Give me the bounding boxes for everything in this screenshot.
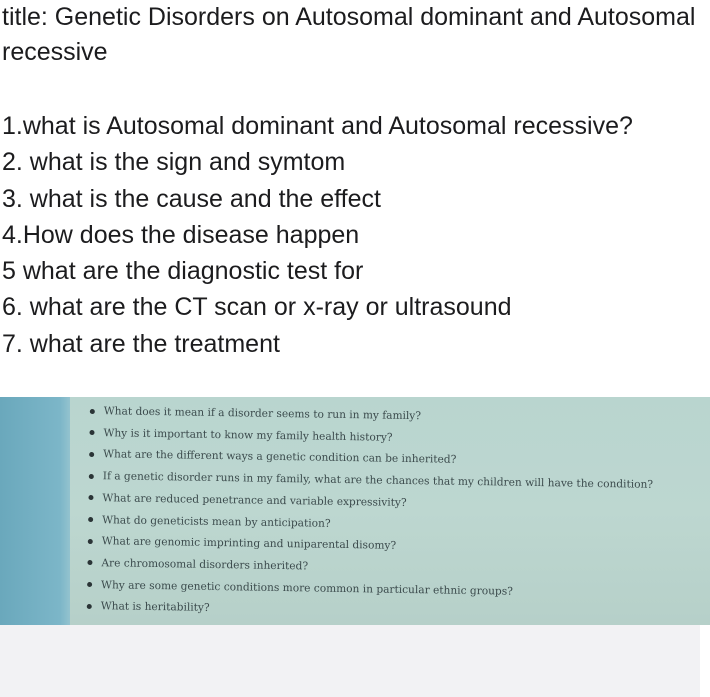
- photo-bullet-text: If a genetic disorder runs in my family, what are the chances that my children will have the condition?: [102, 470, 654, 491]
- photo-bullet-text: What do geneticists mean by anticipation?: [102, 513, 331, 530]
- question-item: 6. what are the CT scan or x-ray or ultrasound: [2, 293, 512, 322]
- question-item: 2. what is the sign and symtom: [2, 148, 346, 177]
- photo-bullet-text: What are genomic imprinting and uniparental disomy?: [101, 535, 397, 553]
- bullet-icon: [88, 539, 93, 544]
- photo-bullet-text: What is heritability?: [100, 600, 210, 615]
- question-item: 1.what is Autosomal dominant and Autosomal recessive?: [2, 112, 633, 140]
- embedded-photo: [0, 397, 700, 625]
- bullet-icon: [90, 408, 95, 413]
- question-item: 5 what are the diagnostic test for: [2, 257, 364, 286]
- bullet-icon: [89, 452, 94, 457]
- question-item: 4.How does the disease happen: [2, 220, 360, 249]
- photo-bullet-text: Are chromosomal disorders inherited?: [101, 557, 309, 573]
- bullet-icon: [87, 560, 92, 565]
- bullet-icon: [89, 430, 94, 435]
- footer-band: [0, 625, 700, 697]
- bullet-icon: [87, 582, 92, 587]
- bullet-icon: [87, 604, 92, 609]
- photo-bullet-list: [87, 401, 655, 627]
- document-title: title: Genetic Disorders on Autosomal dominant and Autosomal recessive: [2, 3, 703, 66]
- photo-bullet-text: What are reduced penetrance and variable expressivity?: [102, 492, 407, 509]
- bullet-icon: [88, 495, 93, 500]
- photo-bullet-text: What are the different ways a genetic condition can be inherited?: [103, 448, 457, 467]
- question-list: [2, 108, 700, 362]
- bullet-icon: [88, 517, 93, 522]
- photo-bullet-text: Why is it important to know my family health history?: [103, 426, 393, 444]
- question-item: 3. what is the cause and the effect: [2, 184, 381, 213]
- bullet-icon: [89, 474, 94, 479]
- photo-bullet-text: What does it mean if a disorder seems to run in my family?: [103, 405, 422, 423]
- question-item: 7. what are the treatment: [2, 329, 280, 358]
- photo-bullet-text: Why are some genetic conditions more common in particular ethnic groups?: [101, 578, 513, 598]
